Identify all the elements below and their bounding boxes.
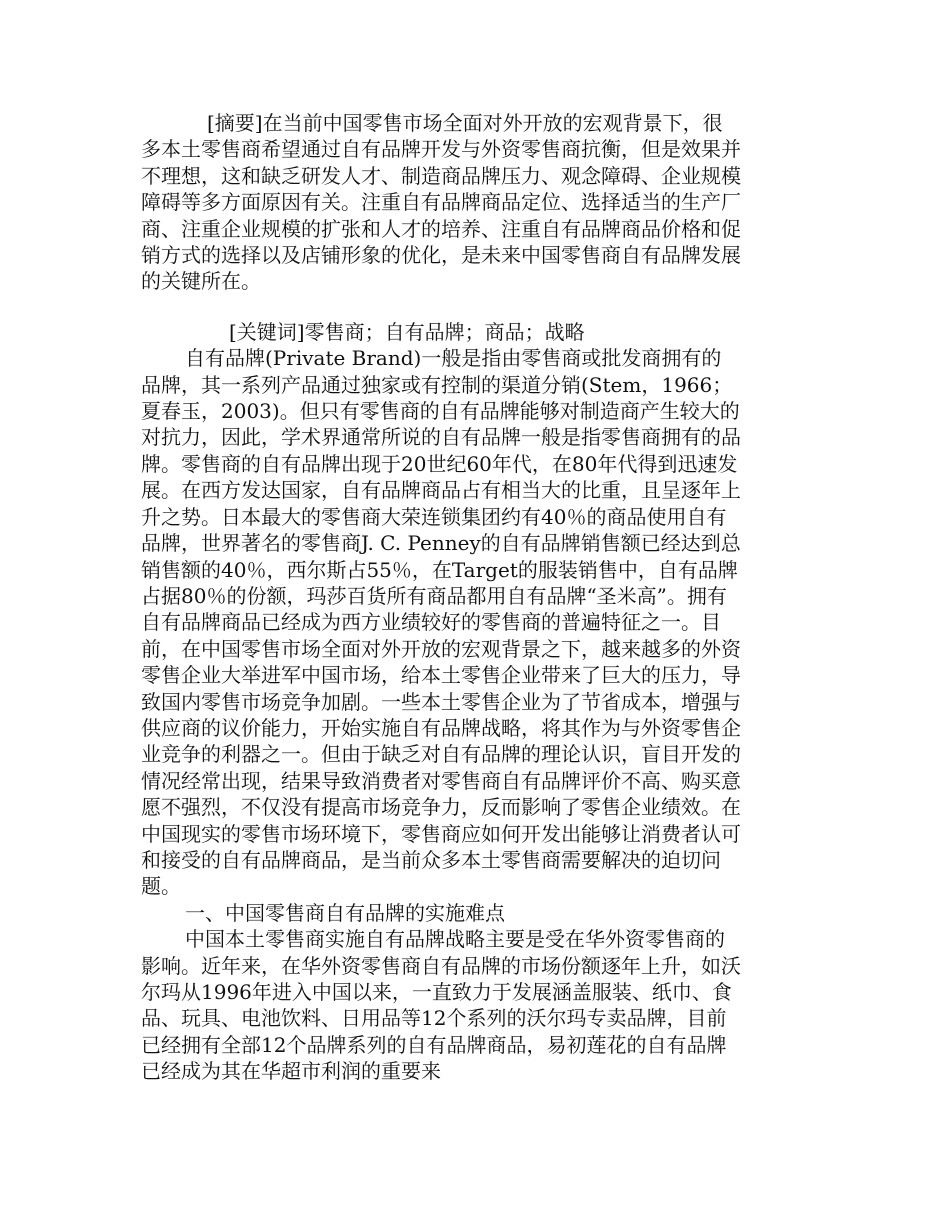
section-heading: 一、中国零售商自有品牌的实施难点 xyxy=(185,900,505,925)
abstract-paragraph: [摘要]在当前中国零售市场全面对外开放的宏观背景下，很多本土零售商希望通过自有品牌开发与外资零售商抗衡，但是效果并不理想，这和缺乏研发人才、制造商品牌压力、观念障碍、企业规模障碍等多方面原因有关。注重自有品牌商品定位、选择适当的生产厂商、注重企业规模的扩张和人才的培养、注重自有品牌商品价格和促销方式的选择以及店铺形象的优化，是未来中国零售商自有品牌发展的关键所在。 xyxy=(141,111,741,294)
keywords-line: [关键词]零售商；自有品牌；商品；战略 xyxy=(229,319,585,344)
intro-paragraph: 自有品牌(Private Brand)一般是指由零售商或批发商拥有的品牌，其一系列产品通过独家或有控制的渠道分销(Stem，1966；夏春玉，2003)。但只有零售商的自有品牌能够对制造商产生较大的对抗力，因此，学术界通常所说的自有品牌一般是指零售商拥有的品牌。零售商的自有品牌出现于20世纪60年代，在80年代得到迅速发展。在西方发达国家，自有品牌商品占有相当大的比重，且呈逐年上升之势。日本最大的零售商大荣连锁集团约有40％的商品使用自有品牌，世界著名的零售商J. C. Penney的自有品牌销售额已经达到总销售额的40％，西尔斯占55％，在Target的服装销售中，自有品牌占据80％的份额，玛莎百货所有商品都用自有品牌“圣米高”。拥有自有品牌商品已经成为西方业绩较好的零售商的普遍特征之一。目前，在中国零售市场全面对外开放的宏观背景之下，越来越多的外资零售企业大举进军中国市场，给本土零售企业带来了巨大的压力，导致国内零售市场竞争加剧。一些本土零售企业为了节省成本，增强与供应商的议价能力，开始实施自有品牌战略，将其作为与外资零售企业竞争的利器之一。但由于缺乏对自有品牌的理论认识，盲目开发的情况经常出现，结果导致消费者对零售商自有品牌评价不高、购买意愿不强烈，不仅没有提高市场竞争力，反而影响了零售企业绩效。在中国现实的零售市场环境下，零售商应如何开发出能够让消费者认可和接受的自有品牌商品，是当前众多本土零售商需要解决的迫切问题。 xyxy=(141,346,741,899)
section-paragraph: 中国本土零售商实施自有品牌战略主要是受在华外资零售商的影响。近年来，在华外资零售商自有品牌的市场份额逐年上升，如沃尔玛从1996年进入中国以来，一直致力于发展涵盖服装、纸巾、食品、玩具、电池饮料、日用品等12个系列的沃尔玛专卖品牌，目前已经拥有全部12个品牌系列的自有品牌商品，易初莲花的自有品牌已经成为其在华超市利润的重要来 xyxy=(141,927,741,1084)
document-body xyxy=(141,110,741,1085)
